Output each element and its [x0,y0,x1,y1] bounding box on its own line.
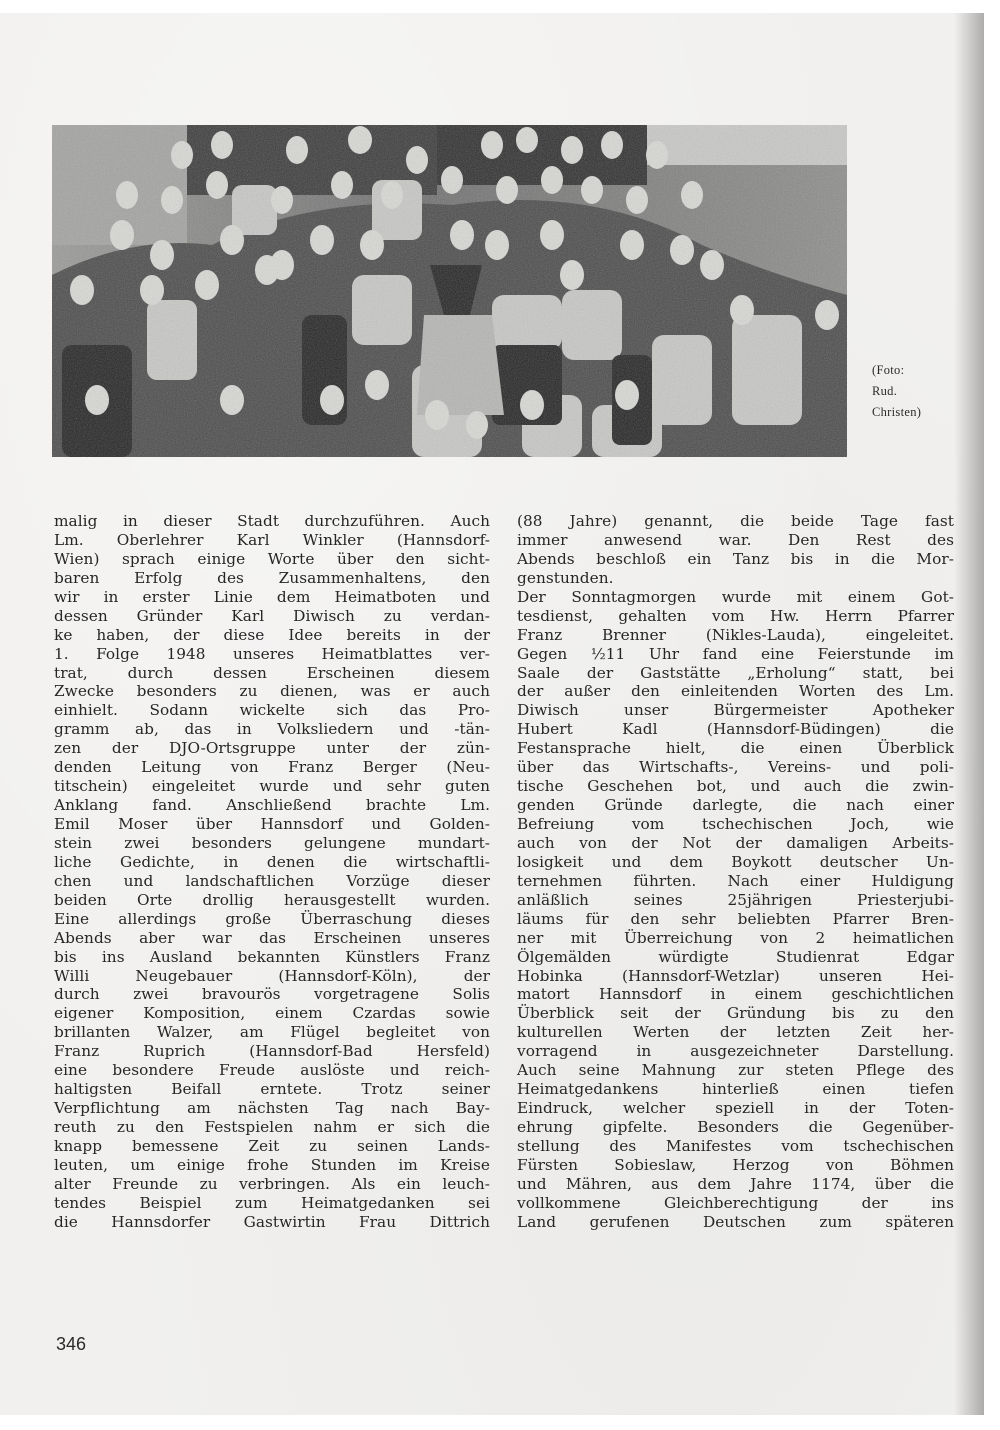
text-line: vollkommene Gleichberechtigung der ins [517,1193,954,1212]
text-line: stein zwei besonders gelungene mundart- [54,833,490,852]
text-line: Der Sonntagmorgen wurde mit einem Got- [517,587,954,606]
text-line: Heimatgedankens hinterließ einen tiefen [517,1080,954,1099]
text-line: Auch seine Mahnung zur steten Pflege des [517,1061,954,1080]
text-line: Land gerufenen Deutschen zum späteren [517,1212,954,1231]
group-photo-image [52,125,847,457]
text-line: Franz Ruprich (Hannsdorf-Bad Hersfeld) [54,1042,490,1061]
page-edge-shadow [954,13,984,1415]
text-line: Überblick seit der Gründung bis zu den [517,1004,954,1023]
text-line: baren Erfolg des Zusammenhaltens, den [54,568,490,587]
text-line: Verpflichtung am nächsten Tag nach Bay- [54,1099,490,1118]
text-line: auch von der Not der damaligen Arbeits- [517,833,954,852]
text-line: stellung des Manifestes vom tschechischen [517,1136,954,1155]
text-line: kulturellen Werten der letzten Zeit her- [517,1023,954,1042]
text-line: Ölgemälden würdigte Studienrat Edgar [517,947,954,966]
text-line: Anklang fand. Anschließend brachte Lm. [54,796,490,815]
text-line: Willi Neugebauer (Hannsdorf-Köln), der [54,966,490,985]
text-line: läums für den sehr beliebten Pfarrer Bren- [517,909,954,928]
text-line: Eine allerdings große Überraschung dieses [54,909,490,928]
text-line: einhielt. Sodann wickelte sich das Pro- [54,701,490,720]
text-line: Diwisch unser Bürgermeister Apotheker [517,701,954,720]
text-line: immer anwesend war. Den Rest des [517,530,954,549]
text-line: über das Wirtschafts-, Vereins- und poli- [517,758,954,777]
text-line: reuth zu den Festspielen nahm er sich die [54,1118,490,1136]
text-line: genstunden. [517,568,614,587]
text-line: Hobinka (Hannsdorf-Wetzlar) unseren Hei- [517,966,954,985]
text-line: brillanten Walzer, am Flügel begleitet von [54,1023,490,1042]
text-line: ternehmen führten. Nach einer Huldigung [517,871,954,890]
text-line: matort Hannsdorf in einem geschichtlichen [517,985,954,1004]
text-line: Eindruck, welcher speziell in der Toten- [517,1099,954,1118]
text-line: losigkeit und dem Boykott deutscher Un- [517,852,954,871]
caption-line: Rud. [872,384,898,398]
text-line: vorragend in ausgezeichneter Darstellung. [517,1042,954,1061]
text-line: und Mähren, aus dem Jahre 1174, über die [517,1174,954,1193]
article-column-right [517,512,954,1232]
text-line: titschein) eingeleitet wurde und sehr guten [54,777,490,796]
text-line: leuten, um einige frohe Stunden im Kreise [54,1155,490,1174]
text-line: die Hannsdorfer Gastwirtin Frau Dittrich [54,1212,490,1231]
text-line: knapp bemessene Zeit zu seinen Lands- [54,1136,490,1155]
text-line: 1. Folge 1948 unseres Heimatblattes ver- [54,644,490,663]
photo-caption [872,360,962,423]
text-line: Wien) sprach einige Worte über den sicht- [54,549,490,568]
group-photo [52,125,847,457]
text-line: Abends aber war das Erscheinen unseres [54,928,490,947]
text-line: durch zwei bravourös vorgetragene Solis [54,985,490,1004]
caption-line: (Foto: [872,363,905,377]
text-line: dessen Gründer Karl Diwisch zu verdan- [54,606,490,625]
text-line: (88 Jahre) genannt, die beide Tage fast [517,512,954,530]
text-line: Festansprache hielt, die einen Überblick [517,739,954,758]
text-line: chen und landschaftlichen Vorzüge dieser [54,871,490,890]
text-line: Abends beschloß ein Tanz bis in die Mor- [517,549,954,568]
text-line: tische Geschehen bot, und auch die zwin- [517,777,954,796]
text-line: malig in dieser Stadt durchzuführen. Auch [54,512,490,530]
text-line: beiden Orte drollig herausgestellt wurden. [54,890,490,909]
text-line: tesdienst, gehalten vom Hw. Herrn Pfarrer [517,606,954,625]
text-line: alter Freunde zu verbringen. Als ein leuch- [54,1174,490,1193]
text-line: genden Gründe darlegte, die nach einer [517,796,954,815]
text-line: ehrung gipfelte. Besonders die Gegenüber- [517,1118,954,1136]
text-line: trat, durch dessen Erscheinen diesem [54,663,490,682]
text-line: eigener Komposition, einem Czardas sowie [54,1004,490,1023]
article-column-left [54,512,490,1232]
page-number: 346 [56,1334,87,1354]
text-line: ke haben, der diese Idee bereits in der [54,625,490,644]
text-line: Fürsten Sobieslaw, Herzog von Böhmen [517,1155,954,1174]
text-line: haltigsten Beifall erntete. Trotz seiner [54,1080,490,1099]
text-line: gramm ab, das in Volksliedern und -tän- [54,720,490,739]
text-line: Franz Brenner (Nikles-Lauda), eingeleitet. [517,625,954,644]
text-line: der außer den einleitenden Worten des Lm. [517,682,954,701]
text-line: eine besondere Freude auslöste und reich- [54,1061,490,1080]
text-line: Emil Moser über Hannsdorf und Golden- [54,815,490,833]
text-line: wir in erster Linie dem Heimatboten und [54,587,490,606]
text-line: liche Gedichte, in denen die wirtschaftli- [54,852,490,871]
text-line: Lm. Oberlehrer Karl Winkler (Hannsdorf- [54,530,490,549]
caption-line: Christen) [872,405,922,419]
text-line: bis ins Ausland bekannten Künstlers Franz [54,947,490,966]
text-line: ner mit Überreichung von 2 heimatlichen [517,928,954,947]
text-line: tendes Beispiel zum Heimatgedanken sei [54,1193,490,1212]
text-line: Gegen ½11 Uhr fand eine Feierstunde im [517,644,954,663]
text-line: denden Leitung von Franz Berger (Neu- [54,758,490,777]
text-line: Saale der Gaststätte „Erholung“ statt, bei [517,663,954,682]
text-line: zen der DJO-Ortsgruppe unter der zün- [54,739,490,758]
text-line: anläßlich seines 25jährigen Priesterjubi- [517,890,954,909]
text-line: Hubert Kadl (Hannsdorf-Büdingen) die [517,720,954,739]
text-line: Befreiung vom tschechischen Joch, wie [517,815,954,833]
text-line: Zwecke besonders zu dienen, was er auch [54,682,490,701]
scanned-page [0,13,984,1415]
